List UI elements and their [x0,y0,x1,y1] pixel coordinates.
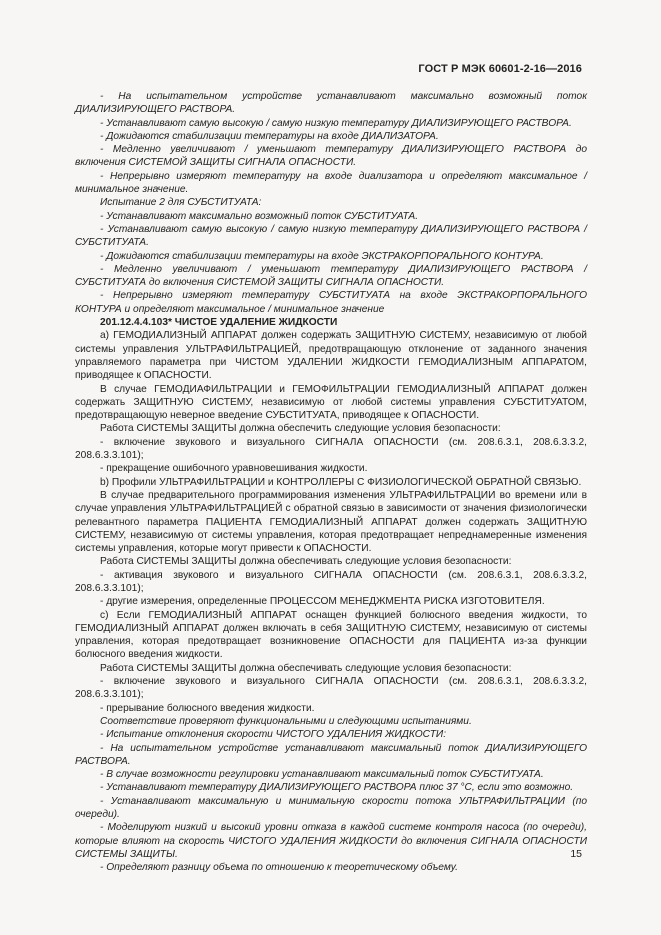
paragraph: - Моделируют низкий и высокий уровни отказа в каждой системе контроля насоса (по очереди), которые влияют на скорость ЧИСТОГО УДАЛЕНИЯ ЖИДКОСТИ до включения СИГНАЛА ОПАСНОСТИ СИСТЕМЫ ЗАЩИТЫ. [75,822,587,860]
paragraph: - Дожидаются стабилизации температуры на входе ДИАЛИЗАТОРА. [100,130,439,142]
paragraph: Испытание 2 для СУБСТИТУАТА: [100,197,262,209]
paragraph: - Испытание отклонения скорости ЧИСТОГО УДАЛЕНИЯ ЖИДКОСТИ: [100,729,447,741]
page-number: 15 [570,848,582,860]
paragraph: - активация звукового и визуального СИГНАЛА ОПАСНОСТИ (см. 208.6.3.1, 208.6.3.3.2, 208.6.3.3.101); [75,569,587,594]
paragraph: b) Профили УЛЬТРАФИЛЬТРАЦИИ и КОНТРОЛЛЕРЫ С ФИЗИОЛОГИЧЕСКОЙ ОБРАТНОЙ СВЯЗЬЮ. [100,476,582,488]
paragraph: - включение звукового и визуального СИГНАЛА ОПАСНОСТИ (см. 208.6.3.1, 208.6.3.3.2, 208.6.3.3.101); [75,436,587,462]
paragraph: c) Если ГЕМОДИАЛИЗНЫЙ АППАРАТ оснащен функцией болюсного введения жидкости, то ГЕМОДИАЛИЗНЫЙ АППАРАТ должен включать в себя ЗАЩИТНУЮ СИСТЕМУ, независимую от системы управления, которая предотвращает возникновение ОПАСНОСТИ для ПАЦИЕНТА из-за функции болюсного введения жидкости. [75,609,587,661]
page-header: ГОСТ Р МЭК 60601-2-16—2016 [418,63,582,75]
section-heading: 201.12.4.4.103* ЧИСТОЕ УДАЛЕНИЕ ЖИДКОСТИ [100,317,338,329]
paragraph: - Определяют разницу объема по отношению к теоретическому объему. [100,862,458,874]
paragraph: - Устанавливают максимально возможный поток СУБСТИТУАТА. [100,210,419,222]
paragraph: - Устанавливают максимальную и минимальную скорости потока УЛЬТРАФИЛЬТРАЦИИ (по очереди). [75,795,587,821]
paragraph: Работа СИСТЕМЫ ЗАЩИТЫ должна обеспечивать следующие условия безопасности: [100,556,512,568]
paragraph: - прекращение ошибочного уравновешивания жидкости. [100,463,368,475]
paragraph: - прерывание болюсного введения жидкости. [100,702,315,714]
paragraph: - Медленно увеличивают / уменьшают температуру ДИАЛИЗИРУЮЩЕГО РАСТВОРА / СУБСТИТУАТА до включения СИСТЕМОЙ ЗАЩИТЫ СИГНАЛА ОПАСНОСТИ. [75,263,587,289]
paragraph: - включение звукового и визуального СИГНАЛА ОПАСНОСТИ (см. 208.6.3.1, 208.6.3.3.2, 208.6.3.3.101); [75,676,587,701]
paragraph: - На испытательном устройстве устанавливают максимальный поток ДИАЛИЗИРУЮЩЕГО РАСТВОРА. [75,742,587,767]
paragraph: - Устанавливают температуру ДИАЛИЗИРУЮЩЕГО РАСТВОРА плюс 37 °С, если это возможно. [100,782,574,794]
paragraph: - Дожидаются стабилизации температуры на входе ЭКСТРАКОРПОРАЛЬНОГО КОНТУРА. [100,250,544,262]
paragraph: - другие измерения, определенные ПРОЦЕССОМ МЕНЕДЖМЕНТА РИСКА ИЗГОТОВИТЕЛЯ. [100,596,545,608]
paragraph: а) ГЕМОДИАЛИЗНЫЙ АППАРАТ должен содержать ЗАЩИТНУЮ СИСТЕМУ, независимую от любой системы управления УЛЬТРАФИЛЬТРАЦИЕЙ, предотвращающую отклонение от заданного значения управляемого параметра при ЧИСТОМ УДАЛЕНИИ ЖИДКОСТИ ГЕМОДИАЛИЗНЫМ АППАРАТОМ, приводящее к ОПАСНОСТИ. [75,330,587,382]
paragraph: - В случае возможности регулировки устанавливают максимальный поток СУБСТИТУАТА. [100,769,544,781]
paragraph: - Непрерывно измеряют температуру СУБСТИТУАТА на входе ЭКСТРАКОРПОРАЛЬНОГО КОНТУРА и определяют максимальное / минимальное значение [75,290,587,315]
paragraph: Соответствие проверяют функциональными и следующими испытаниями. [100,715,472,727]
paragraph: В случае ГЕМОДИАФИЛЬТРАЦИИ и ГЕМОФИЛЬТРАЦИИ ГЕМОДИАЛИЗНЫЙ АППАРАТ должен содержать ЗАЩИТНУЮ СИСТЕМУ, независимую от любой системы управления СУБСТИТУАТОМ, предотвращающую неверное введение СУБСТИТУАТА, приводящее к ОПАСНОСТИ. [75,383,587,422]
paragraph: - Устанавливают самую высокую / самую низкую температуру ДИАЛИЗИРУЮЩЕГО РАСТВОРА / СУБСТИТУАТА. [75,223,587,249]
paragraph: - Непрерывно измеряют температуру на входе диализатора и определяют максимальное / минимальное значение. [75,170,587,196]
paragraph: - Устанавливают самую высокую / самую низкую температуру ДИАЛИЗИРУЮЩЕГО РАСТВОРА. [100,117,572,129]
paragraph: - Медленно увеличивают / уменьшают температуру ДИАЛИЗИРУЮЩЕГО РАСТВОРА до включения СИСТЕМОЙ ЗАЩИТЫ СИГНАЛА ОПАСНОСТИ. [75,144,587,169]
paragraph: - На испытательном устройстве устанавливают максимально возможный поток ДИАЛИЗИРУЮЩЕГО РАСТВОРА. [75,91,587,116]
document-body [75,90,587,875]
paragraph: Работа СИСТЕМЫ ЗАЩИТЫ должна обеспечить следующие условия безопасности: [100,423,501,435]
paragraph: В случае предварительного программирования изменения УЛЬТРАФИЛЬТРАЦИИ во времени или в случае управления УЛЬТРАФИЛЬТРАЦИЕЙ с обратной связью в зависимости от значения физиологически релевантного параметра ПАЦИЕНТА ГЕМОДИАЛИЗНЫЙ АППАРАТ должен содержать ЗАЩИТНУЮ СИСТЕМУ, независимую от системы управления, которая предотвращает непреднамеренные изменения системы управления, которые могут привести к ОПАСНОСТИ. [75,489,587,555]
paragraph: Работа СИСТЕМЫ ЗАЩИТЫ должна обеспечивать следующие условия безопасности: [100,662,512,674]
